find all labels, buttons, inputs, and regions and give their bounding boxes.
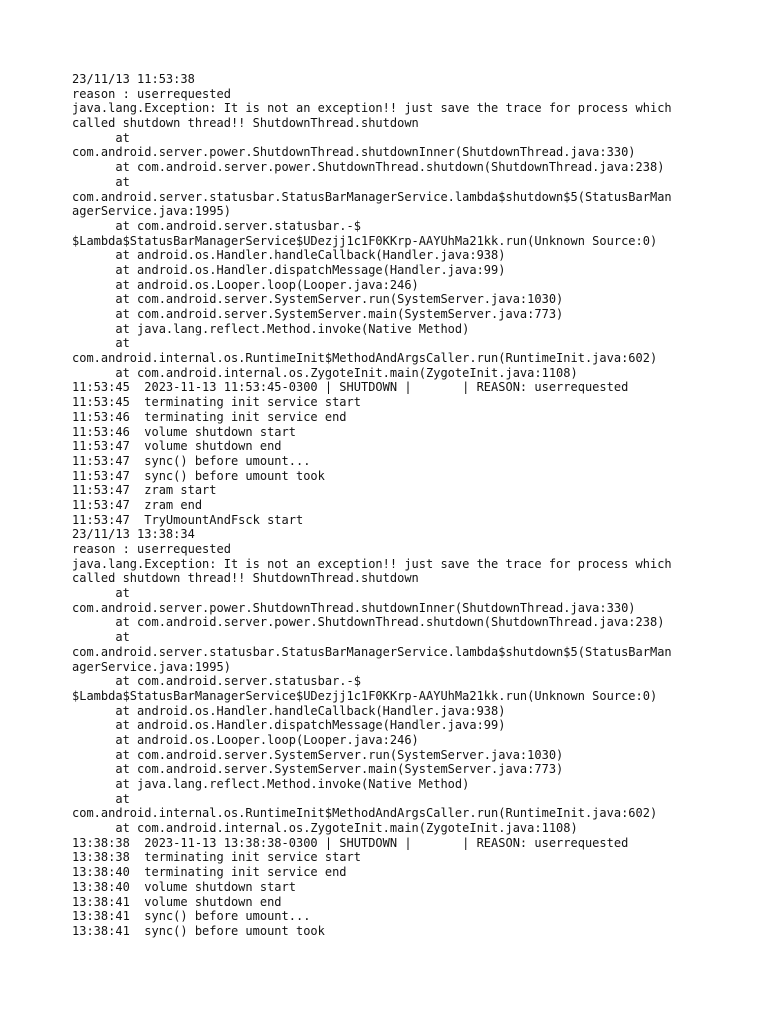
log-line: at com.android.server.power.ShutdownThread.shutdown(ShutdownThread.java:238) [72, 160, 665, 175]
log-line: 23/11/13 11:53:38 [72, 72, 195, 86]
log-line: at com.android.internal.os.ZygoteInit.main(ZygoteInit.java:1108) [72, 821, 578, 836]
log-line: at android.os.Handler.dispatchMessage(Handler.java:99) [72, 262, 506, 277]
log-line: 11:53:47 volume shutdown end [72, 439, 282, 454]
log-line: 13:38:41 sync() before umount took [72, 923, 325, 938]
log-line: 11:53:46 terminating init service end [72, 409, 347, 424]
log-line: at [72, 586, 130, 601]
log-document [72, 72, 712, 939]
log-line: 11:53:45 terminating init service start [72, 395, 361, 410]
log-line: 11:53:47 zram end [72, 497, 203, 512]
log-line: at com.android.server.power.ShutdownThread.shutdown(ShutdownThread.java:238) [72, 615, 665, 630]
log-line: at android.os.Handler.handleCallback(Handler.java:938) [72, 248, 506, 263]
log-line: at com.android.server.statusbar.-$ [72, 218, 361, 233]
log-line: 11:53:47 zram start [72, 483, 217, 498]
log-line: at com.android.server.statusbar.-$ [72, 674, 361, 689]
log-line: reason : userrequested [72, 542, 231, 556]
log-line: com.android.server.statusbar.StatusBarManagerService.lambda$shutdown$5(StatusBarMan [72, 644, 672, 659]
log-line: at com.android.server.SystemServer.main(SystemServer.java:773) [72, 762, 564, 777]
log-line: at [72, 130, 130, 145]
log-line: 11:53:46 volume shutdown start [72, 424, 296, 439]
log-line: at android.os.Looper.loop(Looper.java:246) [72, 732, 419, 747]
log-line: at [72, 630, 130, 645]
log-line: java.lang.Exception: It is not an exception!! just save the trace for process which [72, 101, 672, 116]
log-line: 13:38:41 sync() before umount... [72, 909, 311, 924]
log-line: com.android.server.power.ShutdownThread.shutdownInner(ShutdownThread.java:330) [72, 600, 636, 615]
log-line: at android.os.Looper.loop(Looper.java:246) [72, 277, 419, 292]
log-line: 13:38:38 2023-11-13 13:38:38-0300 | SHUTDOWN | | REASON: userrequested [72, 835, 629, 850]
log-line: called shutdown thread!! ShutdownThread.shutdown [72, 571, 419, 586]
log-line: 11:53:47 sync() before umount... [72, 453, 311, 468]
log-line: 13:38:40 terminating init service end [72, 865, 347, 880]
log-line: java.lang.Exception: It is not an exception!! just save the trace for process which [72, 556, 672, 571]
log-line: at java.lang.reflect.Method.invoke(Native Method) [72, 321, 470, 336]
log-line: $Lambda$StatusBarManagerService$UDezjj1c1F0KKrp-AAYUhMa21kk.run(Unknown Source:0) [72, 688, 658, 703]
log-line: at com.android.server.SystemServer.main(SystemServer.java:773) [72, 307, 564, 321]
log-line: at com.android.server.SystemServer.run(SystemServer.java:1030) [72, 292, 564, 307]
log-line: at [72, 791, 130, 806]
log-line: 13:38:38 terminating init service start [72, 850, 361, 865]
log-line: at [72, 336, 130, 351]
log-line: at com.android.server.SystemServer.run(SystemServer.java:1030) [72, 747, 564, 762]
log-line: 23/11/13 13:38:34 [72, 527, 195, 542]
log-line: reason : userrequested [72, 86, 231, 101]
log-line: com.android.server.statusbar.StatusBarManagerService.lambda$shutdown$5(StatusBarMan [72, 189, 672, 204]
log-line: agerService.java:1995) [72, 659, 231, 674]
log-line: agerService.java:1995) [72, 204, 231, 219]
log-line: at android.os.Handler.dispatchMessage(Handler.java:99) [72, 718, 506, 733]
log-line: com.android.server.power.ShutdownThread.shutdownInner(ShutdownThread.java:330) [72, 145, 636, 160]
log-line: 11:53:45 2023-11-13 11:53:45-0300 | SHUTDOWN | | REASON: userrequested [72, 380, 629, 395]
log-line: 11:53:47 sync() before umount took [72, 468, 325, 483]
log-line: $Lambda$StatusBarManagerService$UDezjj1c1F0KKrp-AAYUhMa21kk.run(Unknown Source:0) [72, 233, 658, 248]
log-line: com.android.internal.os.RuntimeInit$MethodAndArgsCaller.run(RuntimeInit.java:602) [72, 351, 658, 366]
log-line: at android.os.Handler.handleCallback(Handler.java:938) [72, 703, 506, 718]
log-line: 13:38:40 volume shutdown start [72, 879, 296, 894]
log-line: 11:53:47 TryUmountAndFsck start [72, 512, 304, 527]
log-line: at [72, 174, 130, 189]
log-line: called shutdown thread!! ShutdownThread.shutdown [72, 116, 419, 131]
log-line: 13:38:41 volume shutdown end [72, 894, 282, 909]
log-line: at java.lang.reflect.Method.invoke(Native Method) [72, 777, 470, 791]
log-line: at com.android.internal.os.ZygoteInit.main(ZygoteInit.java:1108) [72, 365, 578, 380]
log-line: com.android.internal.os.RuntimeInit$MethodAndArgsCaller.run(RuntimeInit.java:602) [72, 806, 658, 821]
